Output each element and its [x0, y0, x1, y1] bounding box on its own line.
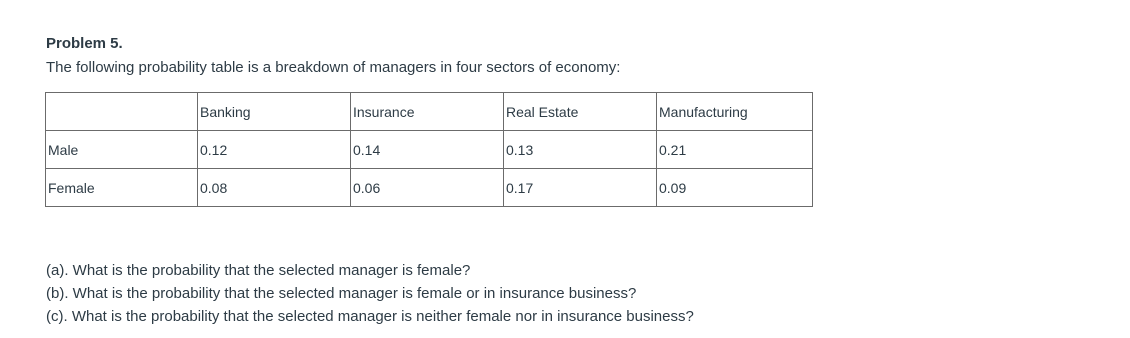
table-cell: 0.13	[504, 131, 657, 169]
question-item: (b). What is the probability that the selected manager is female or in insurance business?	[46, 285, 637, 302]
table-cell: 0.06	[351, 169, 504, 207]
question-list	[46, 259, 694, 328]
table-row-label: Male	[46, 131, 198, 169]
table-header-cell: Banking	[198, 93, 351, 131]
problem-intro: The following probability table is a breakdown of managers in four sectors of economy:	[46, 59, 621, 76]
question-item: (c). What is the probability that the selected manager is neither female nor in insurance business?	[46, 308, 694, 325]
question-item: (a). What is the probability that the selected manager is female?	[46, 262, 471, 279]
table-cell: 0.12	[198, 131, 351, 169]
table-header-cell: Insurance	[351, 93, 504, 131]
problem-title: Problem 5.	[46, 35, 123, 52]
probability-table	[45, 92, 813, 207]
table-header-cell: Manufacturing	[657, 93, 813, 131]
table-cell: 0.08	[198, 169, 351, 207]
table-cell: 0.17	[504, 169, 657, 207]
table-cell: 0.09	[657, 169, 813, 207]
table-header-cell: Real Estate	[504, 93, 657, 131]
table-row	[46, 169, 813, 207]
table-cell: 0.21	[657, 131, 813, 169]
table-cell: 0.14	[351, 131, 504, 169]
table-row	[46, 131, 813, 169]
table-header-cell	[46, 93, 198, 131]
table-row-label: Female	[46, 169, 198, 207]
table-header-row	[46, 93, 813, 131]
